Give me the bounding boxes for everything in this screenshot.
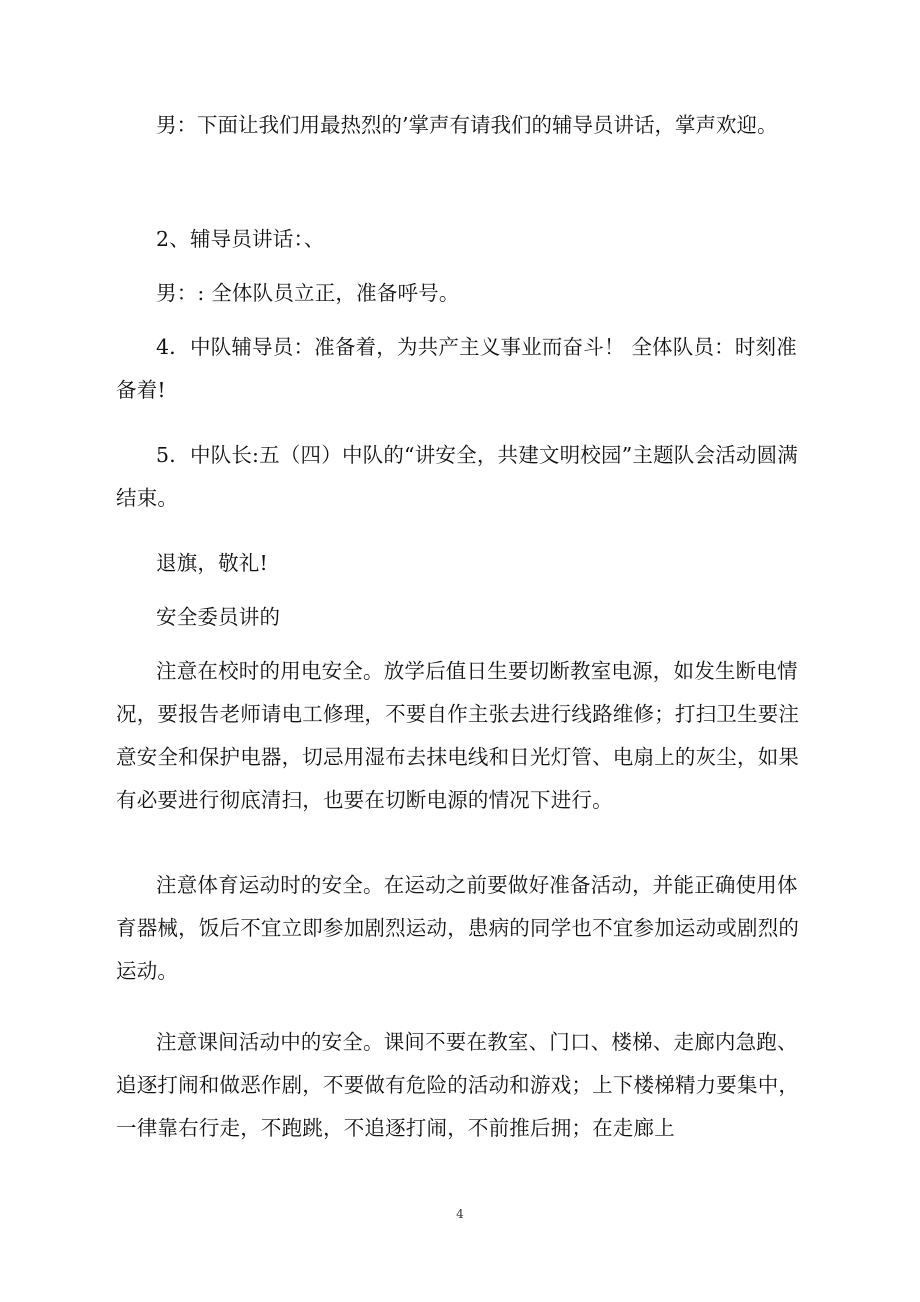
paragraph-electrical-safety: 注意在校时的用电安全。放学后值日生要切断教室电源，如发生断电情况，要报告老师请电工修理，不要自作主张去进行线路维修；打扫卫生要注意安全和保护电器，切忌用湿布去抹电线和日光灯管、电扇上的灰尘，如果有必要进行彻底清扫，也要在切断电源的情况下进行。 [116,659,800,812]
page-number: 4 [456,1207,464,1221]
paragraph-safety-committee-heading: 安全委员讲的 [156,605,281,629]
paragraph-call-and-response: 4．中队辅导员：准备着，为共产主义事业而奋斗！ 全体队员：时刻准备着! [116,335,797,402]
paragraph-sports-safety: 注意体育运动时的安全。在运动之前要做好准备活动，并能正确使用体育器械，饭后不宜立即参加剧烈运动，患病的同学也不宜参加运动或剧烈的运动。 [116,873,800,983]
paragraph-retire-flag: 退旗，敬礼! [156,551,268,575]
paragraph-counselor-speech: 2、辅导员讲话：、 [156,227,325,251]
paragraph-recess-safety: 注意课间活动中的安全。课间不要在教室、门口、楼梯、走廊内急跑、追逐打闹和做恶作剧，不要做有危险的活动和游戏；上下楼梯精力要集中，一律靠右行走，不跑跳，不追逐打闹，不前推后拥；在走廊上 [116,1030,800,1140]
paragraph-host-invites-counselor: 男：下面让我们用最热烈的’掌声有请我们的辅导员讲话，掌声欢迎。 [156,113,778,137]
paragraph-stand-at-attention: 男：: 全体队员立正，准备呼号。 [156,281,460,305]
paragraph-meeting-conclusion: 5．中队长:五（四）中队的“讲安全，共建文明校园”主题队会活动圆满结束。 [116,443,799,510]
